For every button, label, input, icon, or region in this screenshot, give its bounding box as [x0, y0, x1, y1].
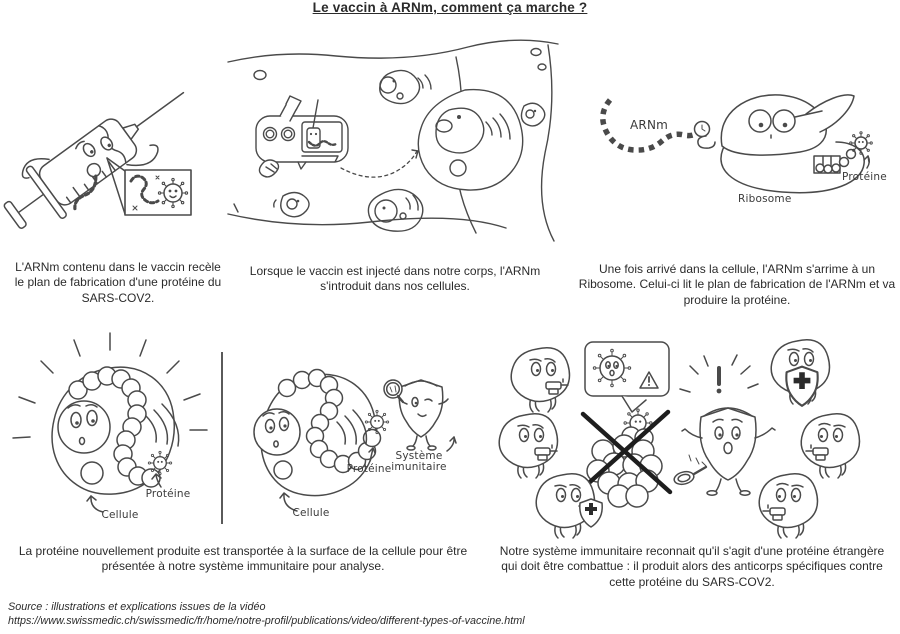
body-cells-illustration [228, 38, 558, 253]
label-ribosome: Ribosome [738, 193, 792, 205]
cell-immune-illustration [225, 330, 475, 535]
label-proteine: Protéine [346, 463, 392, 475]
label-proteine: Protéine [842, 171, 887, 183]
syringe-illustration [10, 40, 225, 250]
source-note [8, 600, 888, 629]
source-line-2: https://www.swissmedic.ch/swissmedic/fr/home/notre-profil/publications/video/different-types-of-vaccine.html [8, 615, 525, 628]
panel-5-presentation [225, 330, 475, 535]
caption-panel-2: Lorsque le vaccin est injecté dans notre corps, l'ARNm s'introduit dans nos cellules. [249, 264, 541, 294]
label-systeme-immunitaire: Système imunitaire [391, 450, 447, 474]
caption-panels-4-5: La protéine nouvellement produite est transportée à la surface de la cellule pour être présentée à notre système immunitaire pour analyse. [18, 544, 468, 574]
page-title: Le vaccin à ARNm, comment ça marche ? [312, 0, 588, 15]
panel-4-cell-transport [10, 330, 210, 535]
panel-divider [221, 352, 223, 524]
antibodies-illustration [490, 330, 890, 540]
panel-2-injection [228, 38, 558, 253]
label-proteine: Protéine [145, 488, 191, 500]
caption-panel-3: Une fois arrivé dans la cellule, l'ARNm s'arrime à un Ribosome. Celui-ci lit le plan de fabrication de l'ARNm et va produire la protéine. [578, 262, 896, 307]
caption-panel-1: L'ARNm contenu dans le vaccin recèle le plan de fabrication d'une protéine du SARS-COV2. [14, 260, 222, 305]
cell-protein-illustration [10, 330, 210, 535]
panel-3-ribosome [590, 80, 900, 215]
source-line-1: Source : illustrations et explications issues de la vidéo [8, 601, 266, 613]
panel-1-syringe [10, 40, 225, 250]
label-arnm: ARNm [630, 118, 669, 132]
caption-panel-6: Notre système immunitaire reconnait qu'il s'agit d'une protéine étrangère qui doit être combattue : il produit alors des anticorps spécifiques contre cette protéine du SARS-COV2. [499, 544, 885, 589]
label-cellule: Cellule [101, 509, 139, 521]
label-cellule: Cellule [292, 507, 330, 519]
panel-6-immune-response [490, 330, 890, 540]
